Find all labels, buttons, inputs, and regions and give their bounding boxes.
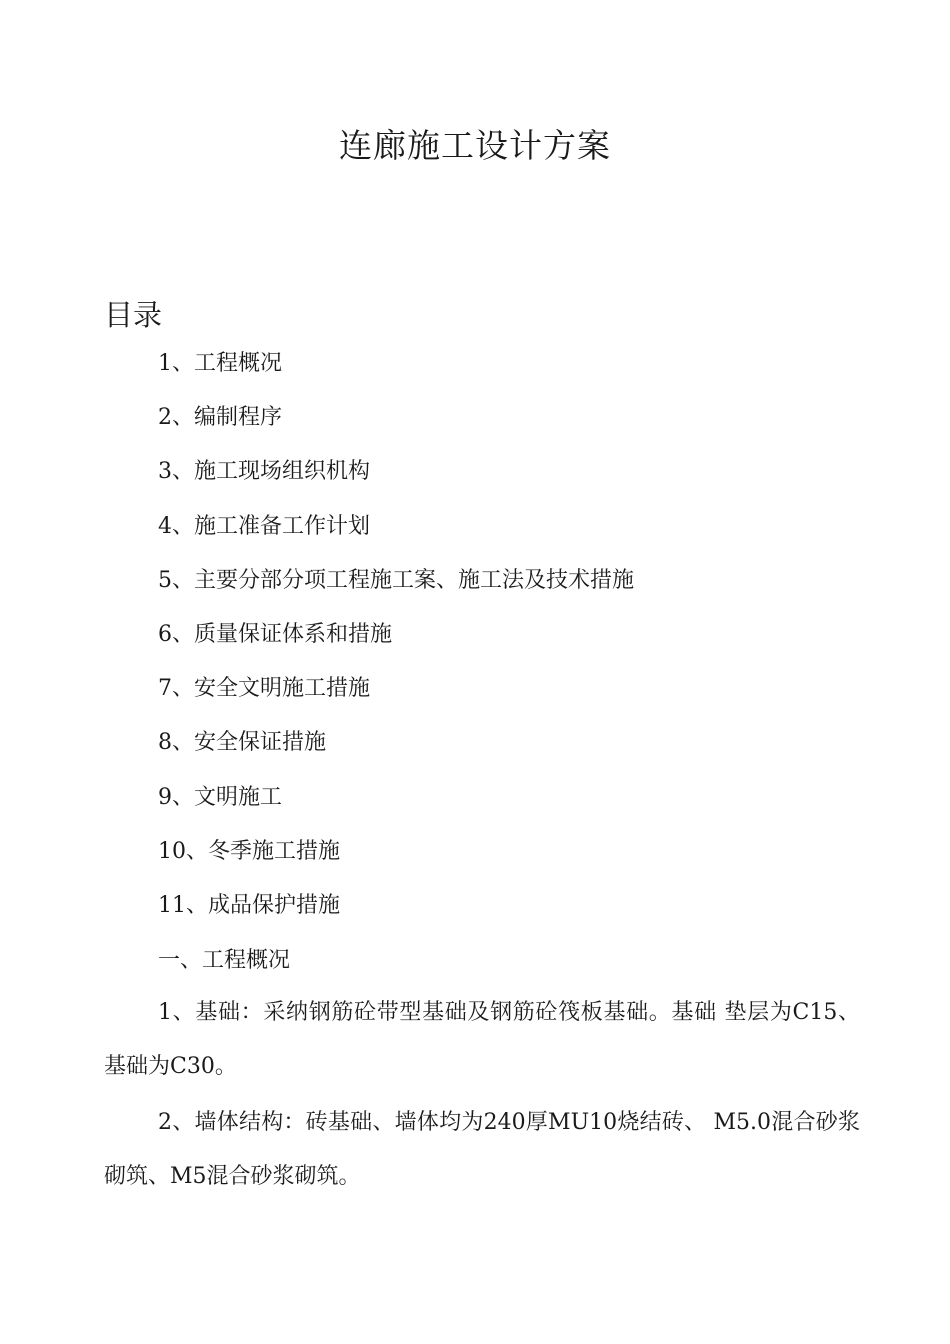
- toc-item: 6、质量保证体系和措施: [158, 621, 392, 647]
- toc-item: 5、主要分部分项工程施工案、施工法及技术措施: [158, 567, 634, 593]
- toc-item: 2、编制程序: [158, 405, 282, 431]
- toc-item: 7、安全文明施工措施: [158, 676, 370, 702]
- toc-item: 10、冬季施工措施: [158, 838, 340, 864]
- toc-item: 9、文明施工: [158, 784, 282, 810]
- section-heading: 一、工程概况: [158, 948, 291, 973]
- toc-item: 1、工程概况: [158, 351, 282, 376]
- body-paragraph: 1、基础：采纳钢筋砼带型基础及钢筋砼筏板基础。基础 垫层为C15、基础为C30。: [104, 1000, 860, 1079]
- toc-item: 4、施工准备工作计划: [158, 513, 370, 539]
- toc-item: 11、成品保护措施: [158, 892, 340, 918]
- toc-item: 3、施工现场组织机构: [158, 459, 370, 485]
- body-paragraph: 2、墙体结构：砖基础、墙体均为240厚MU10烧结砖、 M5.0混合砂浆砌筑、M5混合砂浆砌筑。: [104, 1110, 860, 1189]
- toc-list: [158, 348, 634, 944]
- toc-heading: 目录: [104, 298, 163, 332]
- document-title: 连廊施工设计方案: [339, 126, 611, 165]
- toc-item: 8、安全保证措施: [158, 730, 326, 756]
